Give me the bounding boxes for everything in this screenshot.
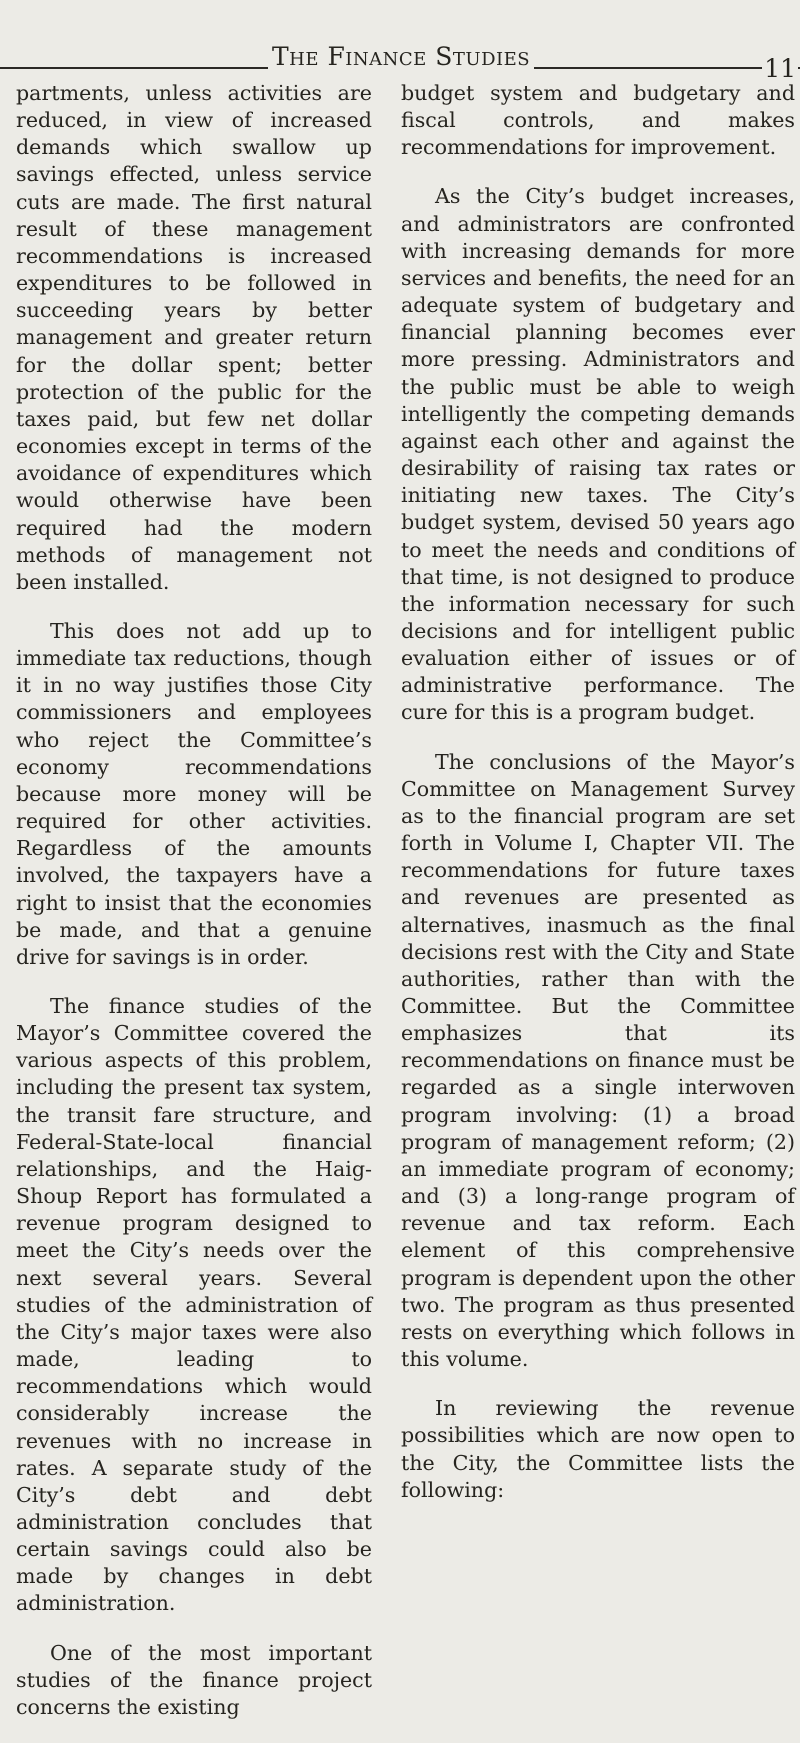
paragraph: As the City’s budget increases, and administrators are confronted with increasing demands for more services and benefits, the need for an adequate system of budgetary and financial planning becomes ever more pressing. Administrators and the public must be able to weigh intelligently the competing demands against each other and against the desirability of raising tax rates or initiating new taxes. The City’s budget system, devised 50 years ago to meet the needs and conditions of that time, is not designed to produce the information necessary for such decisions and for intelligent public evaluation either of issues or of administrative performance. The cure for this is a program budget. xyxy=(401,184,795,725)
paragraph: partments, unless activities are reduced, in view of increased demands which swallow up savings effected, unless service cuts are made. The first natural result of these management recommendations is increased expenditures to be followed in succeeding years by better management and greater return for the dollar spent; better protection of the public for the taxes paid, but few net dollar economies except in terms of the avoidance of expenditures which would otherwise have been required had the modern methods of management not been installed. xyxy=(16,81,372,594)
running-header xyxy=(0,38,800,83)
paragraph: This does not add up to immediate tax reductions, though it in no way justifies those City commissioners and employees who reject the Committee’s economy recommendations because more money will be required for other activities. Regardless of the amounts involved, the taxpayers have a right to insist that the economies be made, and that a genuine drive for savings is in order. xyxy=(16,618,372,969)
paragraph: budget system and budgetary and fiscal controls, and makes recommendations for improvement. xyxy=(401,81,795,160)
paragraph: In reviewing the revenue possibilities which are now open to the City, the Committee lists the following: xyxy=(401,1396,795,1502)
paragraph: The conclusions of the Mayor’s Committee on Management Survey as to the financial program are set forth in Volume I, Chapter VII. The recommendations for future taxes and revenues are presented as alternatives, inasmuch as the final decisions rest with the City and State authorities, rather than with the Committee. But the Committee emphasizes that its recommendations on finance must be regarded as a single interwoven program involving: (1) a broad program of management reform; (2) an immediate program of economy; and (3) a long-range program of revenue and tax reform. Each element of this comprehensive program is dependent upon the other two. The program as thus presented rests on everything which follows in this volume. xyxy=(401,749,795,1372)
right-column xyxy=(401,80,795,1526)
left-column xyxy=(16,80,372,1743)
paragraph: The finance studies of the Mayor’s Committee covered the various aspects of this problem, including the present tax system, the transit fare structure, and Federal-State-local financial relationships, and the Haig-Shoup Report has formulated a revenue program designed to meet the City’s needs over the next several years. Several studies of the administration of the City’s major taxes were also made, leading to recommendations which would considerably increase the revenues with no increase in rates. A separate study of the City’s debt and debt administration concludes that certain savings could also be made by changes in debt administration. xyxy=(16,994,372,1616)
page-number: 11 xyxy=(764,54,796,83)
paragraph: One of the most important studies of the finance project concerns the existing xyxy=(16,1640,372,1719)
running-title: The Finance Studies xyxy=(268,42,534,71)
